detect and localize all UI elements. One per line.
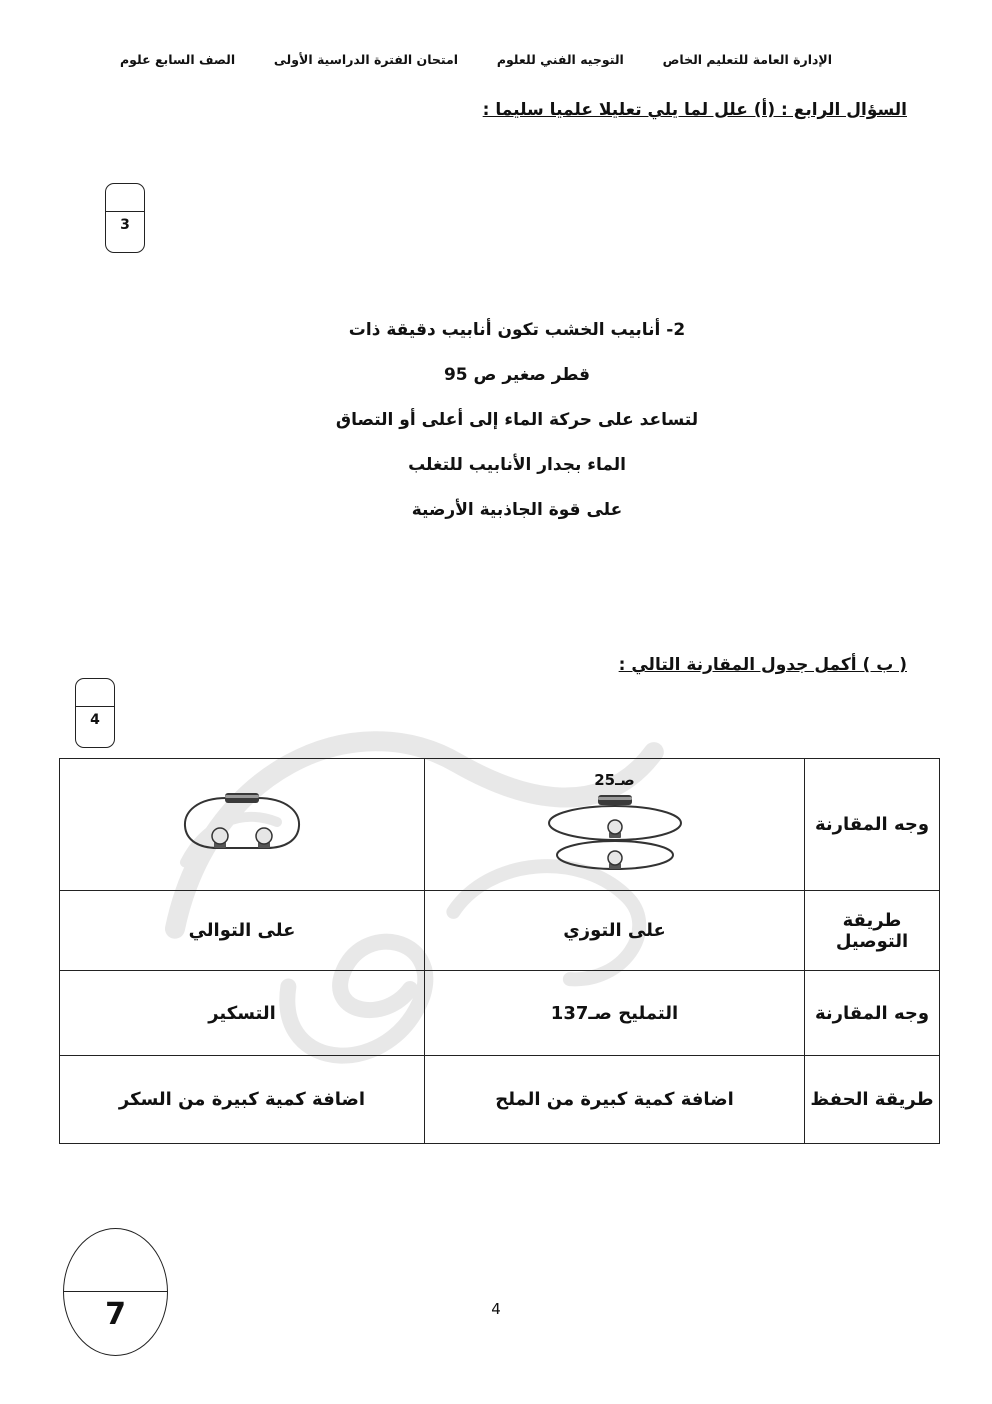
score-box-divider	[106, 211, 144, 212]
header-guidance: التوجيه الفني للعلوم	[496, 52, 624, 67]
comparison-table	[59, 758, 940, 1144]
table-row	[60, 891, 940, 971]
question-4b-title: ( ب ) أكمل جدول المقارنة التالي :	[618, 655, 907, 675]
bulb-icon	[608, 820, 622, 838]
parallel-circuit-diagram	[535, 791, 695, 879]
table-cell: اضافة كمية كبيرة من الملح	[425, 1056, 805, 1144]
series-circuit-diagram	[172, 786, 312, 864]
table-cell: التمليح صـ137	[425, 971, 805, 1056]
table-row	[60, 971, 940, 1056]
score-value: 4	[90, 712, 100, 728]
row-header-cell: طريقة الحفظ	[805, 1056, 940, 1144]
header-exam-period: امتحان الفترة الدراسية الأولى	[273, 52, 459, 67]
header-grade: الصف السابع علوم	[120, 52, 236, 67]
table-cell: التسكير	[60, 971, 425, 1056]
page-number: 4	[491, 1300, 501, 1318]
score-box-divider	[76, 706, 114, 707]
table-cell: على التوالي	[60, 891, 425, 971]
table-row	[60, 759, 940, 891]
answer-line: لتساعد على حركة الماء إلى أعلى أو التصاق الماء بجدار الأنابيب للتغلب	[335, 410, 699, 475]
page-reference: صـ25	[594, 770, 635, 789]
bulb-icon	[212, 828, 228, 848]
row-header-cell: وجه المقارنة	[805, 759, 940, 891]
question-4a-title: السؤال الرابع : (أ) علل لما يلي تعليلا علميا سليما :	[482, 100, 907, 120]
score-value: 3	[120, 217, 130, 233]
parallel-circuit-cell	[425, 759, 805, 891]
total-score-value: 7	[105, 1297, 126, 1332]
series-circuit-cell	[60, 759, 425, 891]
table-cell: اضافة كمية كبيرة من السكر	[60, 1056, 425, 1144]
score-box-4	[75, 678, 115, 748]
row-header-cell: وجه المقارنة	[805, 971, 940, 1056]
question-4a-answer	[327, 308, 707, 533]
answer-line: 2- أنابيب الخشب تكون أنابيب دقيقة ذات قطر صغير ص 95	[348, 320, 686, 385]
table-cell: على التوزي	[425, 891, 805, 971]
row-header-cell: طريقة التوصيل	[805, 891, 940, 971]
total-score-oval	[63, 1228, 168, 1356]
table-row	[60, 1056, 940, 1144]
bulb-icon	[256, 828, 272, 848]
bulb-icon	[608, 851, 622, 869]
answer-line: على قوة الجاذبية الأرضية	[411, 500, 623, 520]
oval-divider	[64, 1291, 167, 1292]
score-box-3	[105, 183, 145, 253]
document-header	[120, 52, 832, 67]
header-administration: الإدارة العامة للتعليم الخاص	[662, 52, 832, 67]
